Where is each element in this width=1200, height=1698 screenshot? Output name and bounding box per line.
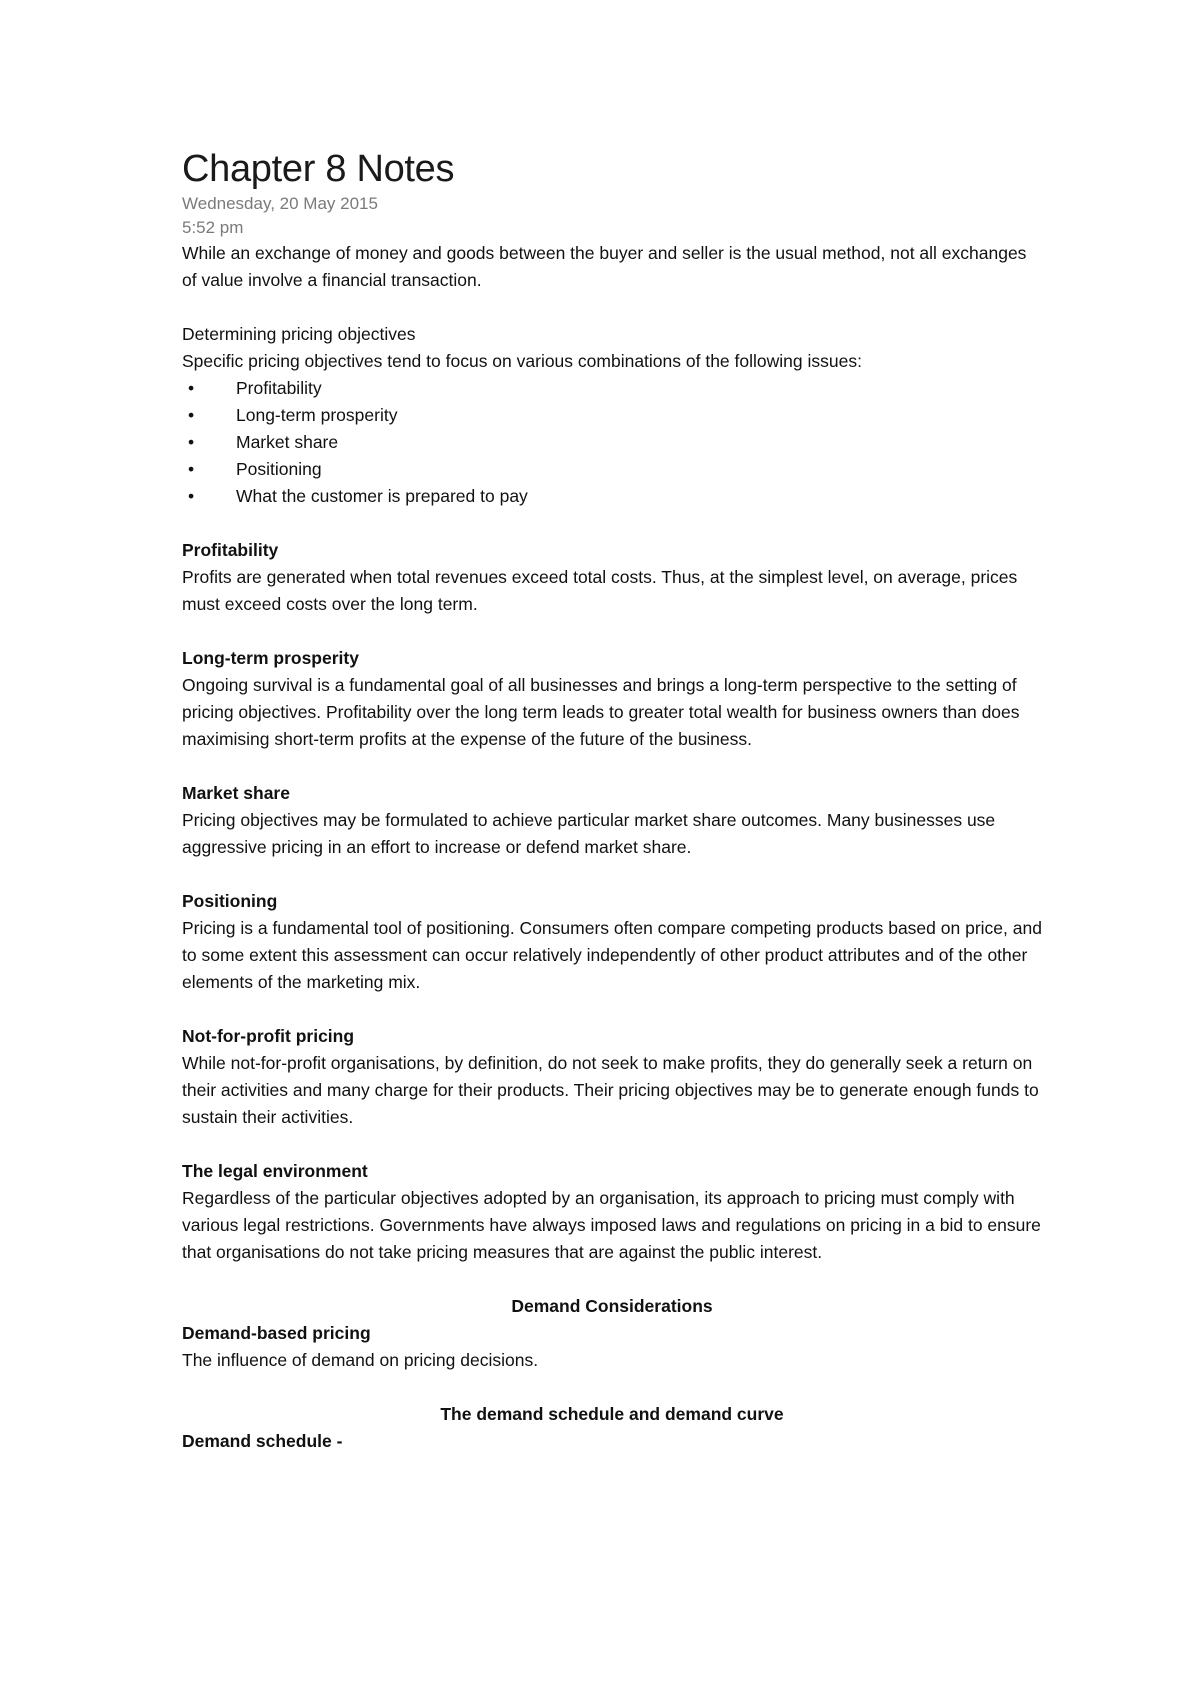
- section-body: The influence of demand on pricing decisions.: [182, 1350, 539, 1370]
- list-item: [182, 483, 1042, 510]
- demand-schedule-label: Demand schedule -: [182, 1431, 343, 1451]
- list-item-text: Profitability: [236, 378, 322, 398]
- list-item-text: Market share: [236, 432, 339, 452]
- section-long-term-prosperity: [182, 645, 1042, 753]
- section-heading: Positioning: [182, 891, 278, 911]
- page-title: Chapter 8 Notes: [182, 148, 455, 190]
- list-item-text: Long-term prosperity: [236, 405, 398, 425]
- section-positioning: [182, 888, 1042, 996]
- section-heading: Profitability: [182, 540, 279, 560]
- section-body: While not-for-profit organisations, by definition, do not seek to make profits, they do generally seek a return on their activities and many charge for their products. Their pricing objectives may be to generate enough funds to sustain their activities.: [182, 1053, 1039, 1127]
- list-item-text: Positioning: [236, 459, 322, 479]
- section-heading: Demand-based pricing: [182, 1323, 371, 1343]
- bullet-icon: •: [188, 486, 195, 506]
- objectives-lead: Specific pricing objectives tend to focus on various combinations of the following issues:: [182, 351, 862, 371]
- note-page: [182, 146, 1042, 1455]
- note-time: 5:52 pm: [182, 218, 244, 237]
- section-profitability: [182, 537, 1042, 618]
- section-not-for-profit-pricing: [182, 1023, 1042, 1131]
- objectives-heading: Determining pricing objectives: [182, 324, 416, 344]
- bullet-icon: •: [188, 378, 195, 398]
- section-legal-environment: [182, 1158, 1042, 1266]
- list-item: [182, 429, 1042, 456]
- section-demand-based-pricing: [182, 1320, 1042, 1374]
- section-body: Regardless of the particular objectives adopted by an organisation, its approach to pricing must comply with various legal restrictions. Governments have always imposed laws and regulations on pricing in a bid to ensure that organisations do not take pricing measures that are against the public interest.: [182, 1188, 1041, 1262]
- intro-paragraph: While an exchange of money and goods between the buyer and seller is the usual method, not all exchanges of value involve a financial transaction.: [182, 243, 1027, 290]
- bullet-icon: •: [188, 459, 195, 479]
- note-date: Wednesday, 20 May 2015: [182, 194, 378, 213]
- section-heading: Long-term prosperity: [182, 648, 359, 668]
- demand-considerations-title: Demand Considerations: [511, 1296, 713, 1316]
- objectives-list: [182, 375, 1042, 510]
- bullet-icon: •: [188, 432, 195, 452]
- list-item: [182, 456, 1042, 483]
- list-item: [182, 402, 1042, 429]
- section-body: Pricing objectives may be formulated to achieve particular market share outcomes. Many businesses use aggressive pricing in an effort to increase or defend market share.: [182, 810, 996, 857]
- demand-schedule-title: The demand schedule and demand curve: [440, 1404, 784, 1424]
- section-heading: Market share: [182, 783, 290, 803]
- list-item: [182, 375, 1042, 402]
- section-body: Profits are generated when total revenues exceed total costs. Thus, at the simplest level, on average, prices must exceed costs over the long term.: [182, 567, 1018, 614]
- section-body: Ongoing survival is a fundamental goal of all businesses and brings a long-term perspective to the setting of pricing objectives. Profitability over the long term leads to greater total wealth for business owners than does maximising short-term profits at the expense of the future of the business.: [182, 675, 1020, 749]
- section-body: Pricing is a fundamental tool of positioning. Consumers often compare competing products based on price, and to some extent this assessment can occur relatively independently of other product attributes and of the other elements of the marketing mix.: [182, 918, 1042, 992]
- section-heading: Not-for-profit pricing: [182, 1026, 355, 1046]
- list-item-text: What the customer is prepared to pay: [236, 486, 528, 506]
- section-heading: The legal environment: [182, 1161, 368, 1181]
- bullet-icon: •: [188, 405, 195, 425]
- section-market-share: [182, 780, 1042, 861]
